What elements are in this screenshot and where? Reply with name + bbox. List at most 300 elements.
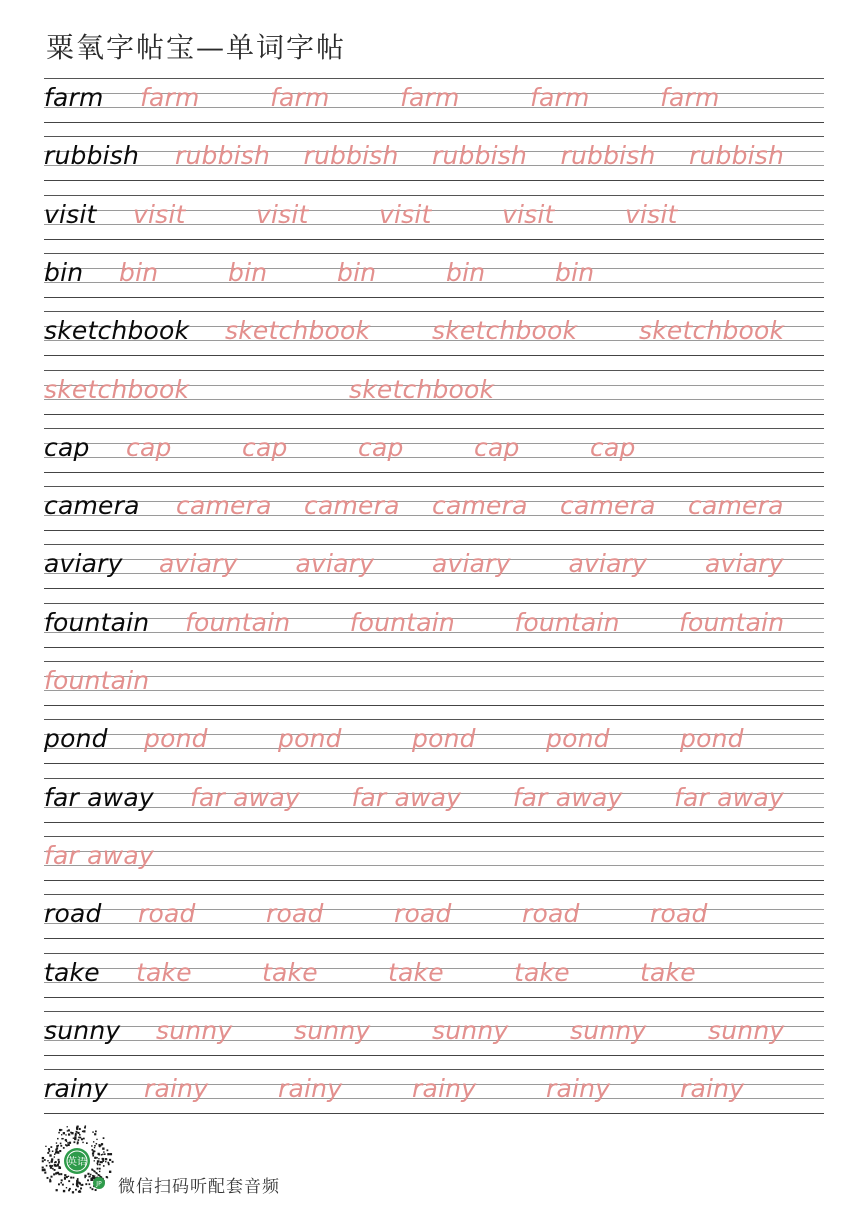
trace-word: visit — [133, 199, 186, 229]
model-word: rubbish — [44, 141, 140, 171]
qr-dot — [48, 1150, 50, 1152]
qr-dot — [96, 1139, 97, 1140]
trace-word: rainy — [546, 1074, 611, 1104]
ruling-line — [44, 647, 824, 648]
qr-dot — [57, 1138, 59, 1140]
row-words — [44, 488, 824, 524]
trace-word: cap — [590, 432, 636, 462]
model-word: rainy — [44, 1074, 109, 1104]
qr-dot — [48, 1148, 50, 1150]
trace-word: sketchbook — [44, 374, 190, 404]
model-word: pond — [44, 724, 108, 754]
qr-dot — [84, 1175, 86, 1177]
qr-dot — [58, 1132, 60, 1134]
ruling-line — [44, 414, 824, 415]
ruling-line — [44, 530, 824, 531]
trace-word: rubbish — [303, 141, 399, 171]
qr-dot — [74, 1136, 76, 1138]
qr-dot — [45, 1146, 46, 1147]
qr-dot — [82, 1142, 83, 1143]
qr-dot — [60, 1173, 62, 1175]
qr-dot — [65, 1134, 66, 1135]
qr-dot — [95, 1131, 97, 1133]
qr-dot — [94, 1160, 95, 1161]
ruling-line — [44, 122, 824, 123]
ruling-line — [44, 763, 824, 764]
qr-dot — [81, 1138, 83, 1140]
row-words — [44, 780, 824, 816]
practice-row — [44, 428, 824, 472]
row-words — [44, 138, 824, 174]
ruling-line — [44, 1011, 824, 1012]
model-word: bin — [44, 257, 84, 287]
qr-dot — [49, 1154, 51, 1156]
trace-word: far away — [44, 840, 154, 870]
qr-dot — [60, 1143, 62, 1145]
model-word: sunny — [44, 1015, 121, 1045]
qr-dot — [56, 1189, 58, 1191]
row-words — [44, 80, 824, 116]
trace-word: far away — [351, 782, 462, 812]
ruling-line — [44, 719, 824, 720]
qr-dot — [106, 1159, 107, 1160]
trace-word: road — [138, 899, 196, 929]
row-words — [44, 546, 824, 582]
qr-dot — [52, 1168, 54, 1170]
trace-word: visit — [502, 199, 555, 229]
qr-dot — [97, 1168, 99, 1170]
qr-dot — [46, 1165, 48, 1167]
qr-dot — [96, 1157, 97, 1158]
model-word: camera — [44, 491, 140, 521]
trace-word: rubbish — [175, 141, 271, 171]
qr-dot — [61, 1134, 62, 1135]
qr-dot — [64, 1177, 66, 1179]
ruling-line — [44, 136, 824, 137]
qr-dot — [92, 1131, 93, 1132]
practice-row — [44, 1011, 824, 1055]
qr-dot — [87, 1173, 89, 1175]
qr-dot — [58, 1183, 60, 1185]
trace-word: sketchbook — [639, 316, 785, 346]
trace-word: cap — [126, 432, 172, 462]
model-word: sketchbook — [44, 316, 190, 346]
qr-dot — [92, 1153, 94, 1155]
trace-word: pond — [144, 724, 208, 754]
trace-word: pond — [546, 724, 610, 754]
qr-dot — [47, 1177, 49, 1179]
trace-word: aviary — [432, 549, 511, 579]
trace-word: aviary — [568, 549, 648, 579]
qr-dot — [67, 1126, 68, 1127]
ruling-line — [44, 705, 824, 706]
ruling-line — [44, 544, 824, 545]
qr-dot — [42, 1160, 44, 1162]
qr-dot — [90, 1179, 92, 1181]
practice-row — [44, 253, 824, 297]
ruling-line — [44, 311, 824, 312]
qr-dot — [110, 1153, 112, 1155]
practice-row — [44, 661, 824, 705]
trace-word: take — [388, 957, 444, 987]
qr-dot — [93, 1150, 95, 1152]
qr-dot — [90, 1177, 92, 1179]
ruling-line — [44, 588, 824, 589]
qr-dot — [58, 1173, 60, 1175]
trace-word: bin — [228, 257, 268, 287]
badge-text: 英语 — [67, 1157, 87, 1168]
qr-dot — [53, 1173, 55, 1175]
qr-dot — [66, 1176, 68, 1178]
qr-dot — [49, 1179, 51, 1181]
ruling-line — [44, 180, 824, 181]
trace-word: fountain — [349, 607, 455, 637]
practice-row — [44, 486, 824, 530]
row-words — [44, 955, 824, 991]
trace-word: sunny — [294, 1015, 371, 1045]
trace-word: fountain — [185, 607, 291, 637]
qr-dot — [98, 1158, 99, 1159]
trace-word: camera — [560, 491, 656, 521]
qr-dot — [94, 1147, 95, 1148]
trace-word: visit — [625, 199, 678, 229]
ruling-line — [44, 195, 824, 196]
trace-word: road — [522, 899, 580, 929]
qr-dot — [107, 1149, 109, 1151]
trace-word: road — [266, 899, 324, 929]
ruling-line — [44, 370, 824, 371]
ruling-line — [44, 1055, 824, 1056]
qr-dot — [112, 1161, 114, 1163]
qr-dot — [55, 1149, 57, 1151]
ruling-line — [44, 997, 824, 998]
qr-dot — [76, 1131, 78, 1133]
row-words — [44, 605, 824, 641]
trace-word: aviary — [159, 549, 238, 579]
qr-dot — [59, 1150, 61, 1152]
trace-word: cap — [474, 432, 520, 462]
trace-word: sketchbook — [349, 374, 495, 404]
qr-dot — [67, 1142, 69, 1144]
qr-dot — [96, 1143, 98, 1145]
qr-dot — [72, 1191, 74, 1193]
qr-dot — [55, 1172, 57, 1174]
qr-dot — [107, 1177, 109, 1179]
row-words — [44, 313, 824, 349]
qr-dot — [75, 1133, 77, 1135]
trace-word: rubbish — [560, 141, 656, 171]
ruling-line — [44, 778, 824, 779]
qr-code-icon[interactable] — [40, 1124, 114, 1198]
row-words — [44, 430, 824, 466]
ruling-line — [44, 836, 824, 837]
ruling-line — [44, 822, 824, 823]
trace-word: sketchbook — [432, 316, 578, 346]
qr-dot — [101, 1161, 103, 1163]
qr-dot — [60, 1182, 62, 1184]
qr-dot — [94, 1133, 96, 1135]
trace-word: visit — [256, 199, 309, 229]
qr-dot — [68, 1133, 70, 1135]
qr-dot — [60, 1145, 62, 1147]
trace-word: sketchbook — [225, 316, 371, 346]
model-word: road — [44, 899, 102, 929]
trace-word: pond — [680, 724, 744, 754]
practice-row — [44, 603, 824, 647]
ruling-line — [44, 297, 824, 298]
trace-word: cap — [242, 432, 288, 462]
qr-dot — [69, 1142, 71, 1144]
qr-dot — [71, 1132, 73, 1134]
ruling-line — [44, 78, 824, 79]
qr-dot — [42, 1169, 44, 1171]
qr-dot — [63, 1190, 65, 1192]
trace-word: farm — [660, 83, 720, 112]
model-word: visit — [44, 199, 97, 229]
trace-word: pond — [412, 724, 476, 754]
qr-dot — [91, 1145, 92, 1146]
qr-dot — [52, 1151, 53, 1152]
qr-dot — [68, 1144, 70, 1146]
qr-dot — [108, 1163, 109, 1164]
page-title: 粟氧字帖宝—单词字帖 — [46, 31, 347, 64]
qr-dot — [97, 1153, 99, 1155]
qr-dot — [63, 1132, 65, 1134]
qr-dot — [57, 1152, 59, 1154]
qr-dot — [62, 1184, 64, 1186]
qr-dot — [56, 1142, 57, 1143]
qr-dot — [44, 1172, 46, 1174]
qr-dot — [78, 1139, 80, 1141]
qr-dot — [72, 1184, 74, 1186]
practice-row — [44, 1069, 824, 1113]
qr-dot — [70, 1177, 72, 1179]
trace-word: cap — [358, 432, 404, 462]
qr-dot — [107, 1153, 109, 1155]
qr-dot — [83, 1138, 85, 1140]
qr-dot — [68, 1176, 69, 1177]
qr-dot — [78, 1137, 80, 1139]
qr-dot — [68, 1129, 70, 1131]
trace-word: road — [394, 899, 452, 929]
trace-word: farm — [400, 83, 460, 112]
trace-word: rubbish — [432, 141, 528, 171]
qr-dot — [77, 1141, 79, 1143]
qr-dot — [68, 1180, 70, 1182]
qr-dot — [58, 1162, 59, 1163]
qr-dot — [54, 1169, 56, 1171]
qr-dot — [44, 1169, 45, 1170]
qr-dot — [69, 1188, 71, 1190]
qr-dot — [97, 1160, 99, 1162]
qr-dot — [61, 1138, 63, 1140]
qr-dot — [50, 1176, 52, 1178]
row-words — [44, 663, 824, 699]
qr-dot — [79, 1134, 81, 1136]
practice-row — [44, 953, 824, 997]
qr-dot — [47, 1152, 49, 1154]
row-words — [44, 255, 824, 291]
qr-dot — [90, 1187, 92, 1189]
qr-dot — [87, 1179, 89, 1181]
qr-dot — [102, 1158, 104, 1160]
qr-dot — [109, 1171, 111, 1173]
qr-dot — [54, 1164, 56, 1166]
row-words — [44, 372, 824, 408]
qr-dot — [99, 1171, 100, 1172]
model-word: farm — [44, 83, 104, 112]
trace-word: camera — [176, 491, 272, 521]
trace-word: bin — [555, 257, 595, 287]
trace-word: far away — [190, 782, 300, 812]
audio-caption: 微信扫码听配套音频 — [118, 1177, 280, 1197]
qr-dot — [101, 1143, 103, 1145]
qr-dot — [44, 1159, 46, 1161]
ruling-line — [44, 253, 824, 254]
row-words — [44, 721, 824, 757]
trace-word: pond — [278, 724, 342, 754]
qr-dot — [102, 1147, 104, 1149]
qr-dot — [92, 1155, 94, 1157]
qr-dot — [93, 1141, 94, 1142]
trace-word: farm — [530, 83, 590, 112]
row-words — [44, 1071, 824, 1107]
qr-dot — [98, 1175, 99, 1176]
trace-word: bin — [446, 257, 486, 287]
qr-dot — [92, 1188, 94, 1190]
trace-word: take — [514, 957, 570, 987]
qr-dot — [90, 1174, 92, 1176]
qr-dot — [54, 1162, 55, 1163]
qr-dot — [73, 1177, 75, 1179]
trace-word: fountain — [679, 607, 785, 637]
trace-word: rainy — [278, 1074, 343, 1104]
row-words — [44, 838, 824, 874]
trace-word: road — [650, 899, 708, 929]
qr-dot — [74, 1141, 76, 1143]
qr-dot — [61, 1129, 63, 1131]
trace-word: bin — [337, 257, 377, 287]
trace-word: visit — [379, 199, 432, 229]
ruling-line — [44, 1113, 824, 1114]
qr-dot — [85, 1183, 87, 1185]
trace-word: take — [262, 957, 318, 987]
trace-word: sunny — [708, 1015, 785, 1045]
qr-dot — [42, 1167, 44, 1169]
qr-dot — [58, 1159, 60, 1161]
qr-dot — [107, 1162, 109, 1164]
qr-dot — [51, 1161, 53, 1163]
practice-row — [44, 719, 824, 763]
qr-dot — [65, 1139, 67, 1141]
trace-word: camera — [304, 491, 400, 521]
qr-dot — [86, 1142, 88, 1144]
qr-dot — [51, 1165, 53, 1167]
trace-word: sunny — [156, 1015, 233, 1045]
qr-dot — [47, 1160, 48, 1161]
trace-word: aviary — [705, 549, 784, 579]
qr-dot — [49, 1180, 51, 1182]
qr-dot — [88, 1176, 90, 1178]
qr-dot — [78, 1191, 80, 1193]
qr-dot — [94, 1157, 96, 1159]
qr-dot — [102, 1154, 103, 1155]
qr-dot — [59, 1167, 61, 1169]
trace-word: aviary — [295, 549, 375, 579]
model-word: far away — [44, 782, 154, 812]
practice-row — [44, 195, 824, 239]
qr-dot — [66, 1187, 67, 1188]
practice-row — [44, 778, 824, 822]
qr-dot — [76, 1183, 78, 1185]
ruling-line — [44, 953, 824, 954]
qr-dot — [105, 1161, 106, 1162]
model-word: aviary — [44, 549, 123, 579]
ruling-line — [44, 661, 824, 662]
trace-word: take — [136, 957, 192, 987]
trace-word: sunny — [432, 1015, 509, 1045]
model-word: take — [44, 957, 100, 987]
qr-dot — [76, 1126, 78, 1128]
trace-word: rainy — [144, 1074, 209, 1104]
qr-dot — [93, 1176, 95, 1178]
qr-dot — [95, 1189, 97, 1191]
qr-dot — [57, 1165, 59, 1167]
trace-word: farm — [140, 83, 200, 112]
qr-dot — [56, 1151, 57, 1152]
trace-word: far away — [512, 782, 623, 812]
qr-dot — [84, 1127, 86, 1129]
ruling-line — [44, 603, 824, 604]
row-words — [44, 1013, 824, 1049]
trace-word: fountain — [44, 666, 150, 695]
qr-dot — [76, 1180, 78, 1182]
model-word: fountain — [44, 607, 150, 637]
trace-word: bin — [119, 257, 159, 287]
qr-dot — [54, 1156, 55, 1157]
qr-dot — [61, 1179, 63, 1181]
qr-dot — [65, 1144, 67, 1146]
qr-dot — [51, 1158, 53, 1160]
trace-word: far away — [674, 782, 784, 812]
qr-dot — [77, 1132, 79, 1134]
trace-word: camera — [432, 491, 528, 521]
practice-row — [44, 136, 824, 180]
practice-row — [44, 78, 824, 122]
qr-dot — [80, 1187, 82, 1189]
qr-dot — [104, 1153, 106, 1155]
qr-dot — [101, 1154, 102, 1155]
qr-dot — [49, 1165, 51, 1167]
practice-row — [44, 836, 824, 880]
qr-dot — [98, 1144, 100, 1146]
trace-word: sunny — [570, 1015, 647, 1045]
trace-word: rubbish — [689, 141, 785, 171]
qr-dot — [42, 1157, 44, 1159]
trace-word: take — [640, 957, 696, 987]
row-words — [44, 896, 824, 932]
row-words — [44, 197, 824, 233]
qr-dot — [103, 1165, 105, 1167]
ruling-line — [44, 472, 824, 473]
practice-row — [44, 311, 824, 355]
qr-dot — [80, 1184, 81, 1185]
qr-dot — [99, 1164, 101, 1166]
qr-dot — [75, 1189, 76, 1190]
qr-dot — [50, 1146, 52, 1148]
qr-dot — [97, 1164, 99, 1166]
trace-word: rainy — [680, 1074, 745, 1104]
